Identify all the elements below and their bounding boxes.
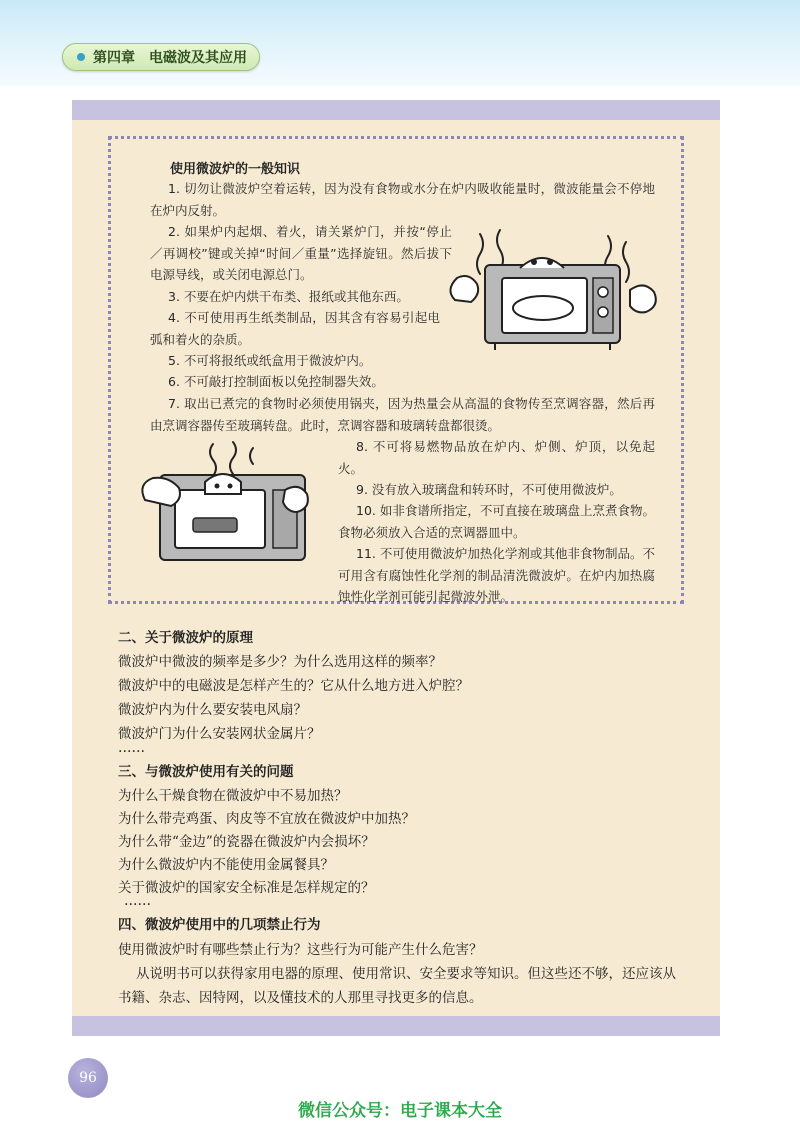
bullet-dot-icon — [77, 53, 85, 61]
section-3-question: 为什么微波炉内不能使用金属餐具？ — [118, 857, 334, 873]
section-2-heading: 二、关于微波炉的原理 — [118, 630, 253, 646]
section-3-question: 为什么带“金边”的瓷器在微波炉内会损坏？ — [118, 834, 375, 850]
section-4-line: 从说明书可以获得家用电器的原理、使用常识、安全要求等知识。但这些还不够，还应该从 — [136, 966, 676, 982]
tip-item-4: 4. 不可使用再生纸类制品，因其含有容易引起电弧和着火的杂质。 — [150, 310, 440, 347]
section-2-question: 微波炉中的电磁波是怎样产生的？它从什么地方进入炉腔？ — [118, 678, 469, 694]
section-3-question: 为什么带壳鸡蛋、肉皮等不宜放在微波炉中加热？ — [118, 811, 415, 827]
section-3-question: 关于微波炉的国家安全标准是怎样规定的？ — [118, 880, 375, 896]
section-4-heading: 四、微波炉使用中的几项禁止行为 — [118, 917, 321, 933]
section-2-ellipsis: …… — [118, 740, 145, 756]
section-4-line: 使用微波炉时有哪些禁止行为？这些行为可能产生什么危害？ — [118, 942, 483, 958]
footer-watermark: 微信公众号：电子课本大全 — [298, 1101, 502, 1121]
microwave-smoking-illustration — [440, 220, 665, 355]
tip-item-6: 6. 不可敲打控制面板以免控制器失效。 — [168, 374, 384, 389]
tip-item-1: 1. 切勿让微波炉空着运转，因为没有食物或水分在炉内吸收能量时，微波能量会不停地在炉内反射。 — [150, 181, 655, 218]
tip-item-7: 7. 取出已煮完的食物时必须使用锅夹，因为热量会从高温的食物传至烹调容器，然后再由烹调容器传至玻璃转盘。此时，烹调容器和玻璃转盘都很烫。 — [150, 396, 655, 433]
section-2-question: 微波炉门为什么安装网状金属片？ — [118, 726, 321, 742]
section-3-ellipsis: …… — [124, 893, 151, 909]
tips-title: 使用微波炉的一般知识 — [170, 162, 301, 177]
tip-item-3: 3. 不要在炉内烘干布类、报纸或其他东西。 — [168, 289, 409, 304]
section-3-question: 为什么干燥食物在微波炉中不易加热？ — [118, 788, 348, 804]
tip-item-11: 11. 不可使用微波炉加热化学剂或其他非食物制品。不可用含有腐蚀性化学剂的制品清洗微波炉。在炉内加热腐蚀性化学剂可能引起微波外泄。 — [338, 546, 655, 604]
tip-item-2: 2. 如果炉内起烟、着火，请关紧炉门，并按“停止／再调校”键或关掉“时间／重量”选择旋钮。然后拔下电源导线，或关闭电源总门。 — [150, 224, 452, 282]
tip-item-10: 10. 如非食谱所指定，不可直接在玻璃盘上烹煮食物。食物必须放入合适的烹调器皿中。 — [338, 503, 655, 540]
section-4-line: 书籍、杂志、因特网，以及懂技术的人那里寻找更多的信息。 — [118, 990, 483, 1006]
chapter-label: 第四章 — [93, 50, 135, 66]
page-number: 96 — [68, 1058, 108, 1098]
tip-item-5: 5. 不可将报纸或纸盒用于微波炉内。 — [168, 353, 372, 368]
panel-top-bar — [72, 100, 720, 120]
tip-item-8: 8. 不可将易燃物品放在炉内、炉侧、炉顶，以免起火。 — [338, 439, 655, 476]
section-3-heading: 三、与微波炉使用有关的问题 — [118, 764, 294, 780]
section-2-question: 微波炉中微波的频率是多少？为什么选用这样的频率？ — [118, 654, 442, 670]
section-2-question: 微波炉内为什么要安装电风扇？ — [118, 702, 307, 718]
panel-bottom-bar — [72, 1016, 720, 1036]
chapter-title: 电磁波及其应用 — [149, 50, 247, 66]
microwave-dish-illustration — [135, 440, 335, 570]
tip-item-9: 9. 没有放入玻璃盘和转环时，不可使用微波炉。 — [356, 482, 622, 497]
chapter-tab — [62, 43, 260, 71]
